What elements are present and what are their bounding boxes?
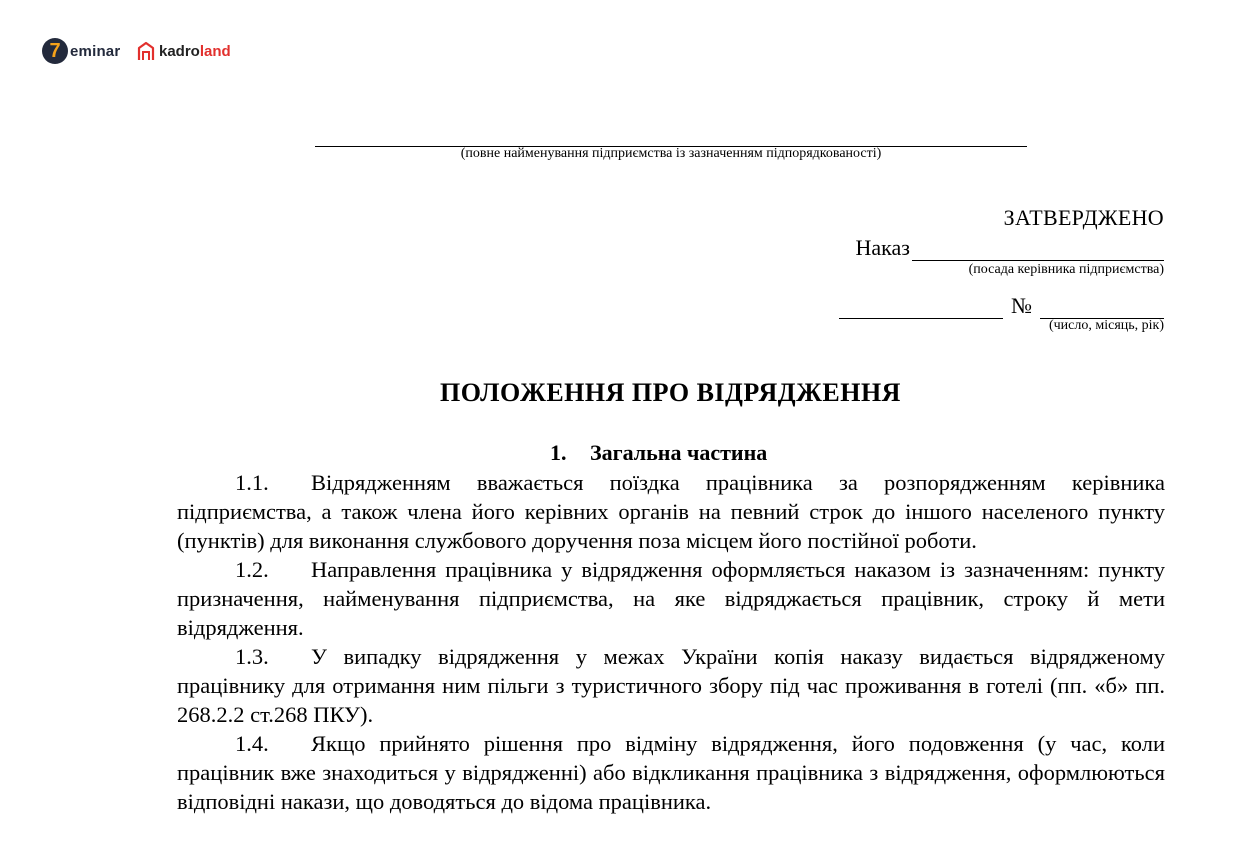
approved-heading: ЗАТВЕРДЖЕНО [1003,205,1164,230]
paragraph-number: 1.3. [235,644,269,669]
kadroland-house-icon [137,41,155,61]
paragraph-text: Якщо прийнято рішення про відміну відрядження, його подовження (у час, коли працівник вже знаходиться у відрядженні) або відкликання працівника з відрядження, оформлюються відповідні накази, що доводяться до відома працівника. [177,731,1165,814]
kadroland-logo [137,41,231,61]
paragraph-text: Направлення працівника у відрядження оформляється наказом із зазначенням: пункту призначення, найменування підприємства, на яке відряджається працівник, строку й мети відрядження. [177,557,1165,640]
seminar-logo [42,38,120,64]
paragraph [177,468,1165,555]
section-number: 1. [550,440,567,465]
position-caption: (посада керівника підприємства) [968,262,1164,277]
paragraph-number: 1.2. [235,557,269,582]
kadroland-logo-text: kadroland [159,42,231,60]
date-caption: (число, місяць, рік) [1048,318,1164,333]
order-position-line [912,238,1164,261]
paragraph-number: 1.4. [235,731,269,756]
document-body [177,468,1165,816]
date-line [839,296,1003,319]
date-number-row [839,293,1164,319]
document-title: ПОЛОЖЕННЯ ПРО ВІДРЯДЖЕННЯ [440,378,901,407]
paragraph [177,729,1165,816]
paragraph-number: 1.1. [235,470,269,495]
order-row [856,235,1164,261]
number-line [1040,296,1164,319]
section-title: Загальна частина [590,440,768,465]
seminar-logo-mark: 7 [42,38,68,64]
number-sign: № [1011,293,1032,318]
order-label: Наказ [855,235,910,260]
paragraph [177,642,1165,729]
section-heading [550,440,767,466]
seminar-logo-text: eminar [70,42,121,60]
paragraph-text: Відрядженням вважається поїздка працівника за розпорядженням керівника підприємства, а також члена його керівних органів на певний строк до іншого населеного пункту (пунктів) для виконання службового доручення поза місцем його постійної роботи. [177,470,1165,553]
paragraph [177,555,1165,642]
paragraph-text: У випадку відрядження у межах України копія наказу видається відрядженому працівнику для отримання ним пільги з туристичного збору під час проживання в готелі (пп. «б» пп. 268.2.2 ст.268 ПКУ). [177,644,1165,727]
company-name-caption: (повне найменування підприємства із зазначенням підпорядкованості) [460,146,882,161]
